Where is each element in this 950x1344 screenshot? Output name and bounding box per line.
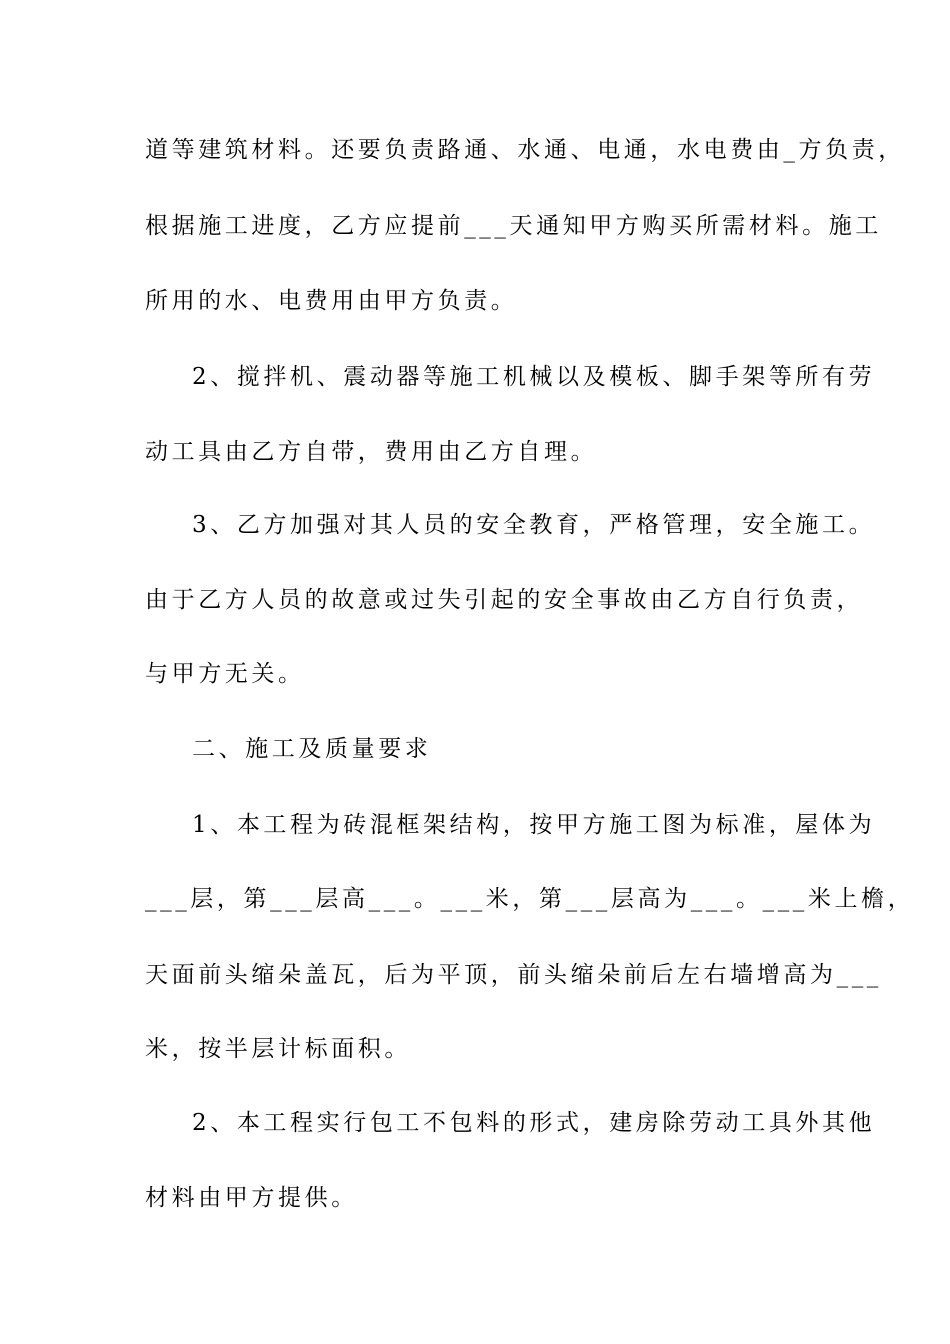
section-heading: 二、施工及质量要求 bbox=[192, 736, 432, 762]
paragraph-line: 米，按半层计标面积。 bbox=[145, 1036, 411, 1062]
paragraph-line: 所用的水、电费用由甲方负责。 bbox=[145, 288, 518, 314]
paragraph-line: ___层，第___层高___。___米，第___层高为___。___米上檐， bbox=[145, 886, 915, 912]
paragraph-line: 1、本工程为砖混框架结构，按甲方施工图为标准，屋体为 bbox=[192, 812, 876, 838]
paragraph-line: 道等建筑材料。还要负责路通、水通、电通，水电费由_方负责， bbox=[145, 137, 905, 163]
paragraph-line: 动工具由乙方自带，费用由乙方自理。 bbox=[145, 439, 598, 465]
paragraph-line: 3、乙方加强对其人员的安全教育，严格管理，安全施工。 bbox=[192, 512, 876, 538]
paragraph-line: 2、本工程实行包工不包料的形式，建房除劳动工具外其他 bbox=[192, 1110, 876, 1136]
paragraph-line: 根据施工进度，乙方应提前___天通知甲方购买所需材料。施工 bbox=[145, 213, 882, 239]
paragraph-line: 天面前头缩朵盖瓦，后为平顶，前头缩朵前后左右墙增高为___ bbox=[145, 962, 882, 988]
paragraph-line: 由于乙方人员的故意或过失引起的安全事故由乙方自行负责， bbox=[145, 587, 864, 613]
paragraph-line: 与甲方无关。 bbox=[145, 661, 305, 687]
paragraph-line: 2、搅拌机、震动器等施工机械以及模板、脚手架等所有劳 bbox=[192, 364, 876, 390]
paragraph-line: 材料由甲方提供。 bbox=[145, 1185, 358, 1211]
